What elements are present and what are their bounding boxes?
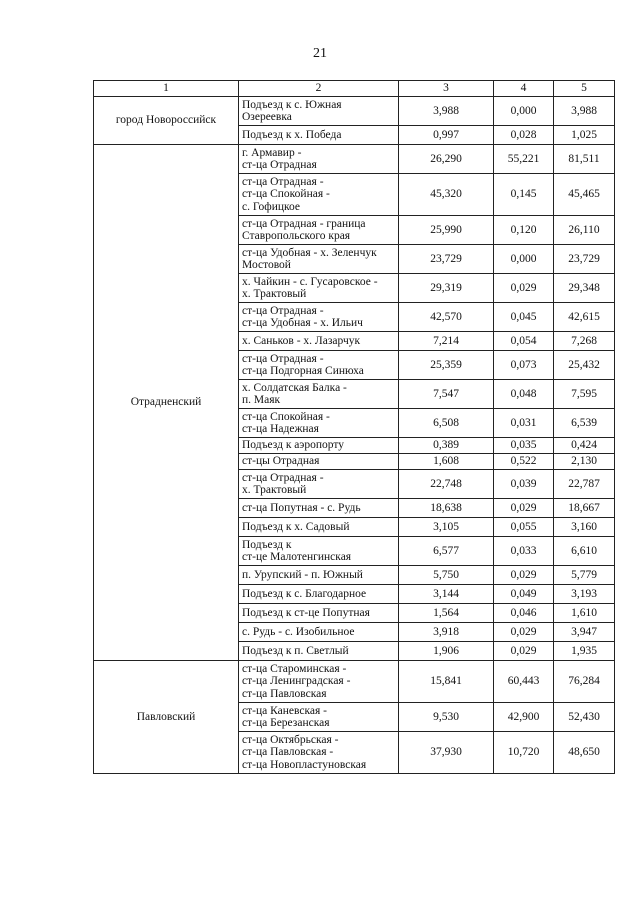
road-name-cell (239, 470, 399, 499)
road-name-line: Подъезд к х. Садовый (242, 520, 350, 533)
road-name-line: ст-ца Павловская - (242, 746, 334, 759)
road-name-cell (239, 351, 399, 380)
road-name-line: Подъезд к с. Благодарное (242, 587, 367, 600)
road-name-line: ст-цы Отрадная (242, 455, 320, 468)
value-c5-cell: 52,430 (554, 703, 615, 732)
road-name-line: Подъезд к п. Светлый (242, 644, 349, 657)
value-c5-cell: 6,610 (554, 537, 615, 566)
value-c4-cell: 0,029 (494, 642, 554, 661)
header-col-1: 1 (94, 81, 239, 97)
value-c5-cell: 7,268 (554, 332, 615, 351)
road-name-line: Подъезд к х. Победа (242, 128, 342, 141)
road-name-cell (239, 97, 399, 126)
value-c5-cell: 3,193 (554, 585, 615, 604)
road-name-cell (239, 409, 399, 438)
value-c5-cell: 3,988 (554, 97, 615, 126)
value-c3-cell: 1,906 (399, 642, 494, 661)
road-name-line: ст-ца Отрадная - (242, 471, 324, 484)
value-c3-cell: 0,389 (399, 438, 494, 454)
value-c5-cell: 6,539 (554, 409, 615, 438)
road-name-line: ст-ца Отрадная - (242, 352, 324, 365)
value-c5-cell: 22,787 (554, 470, 615, 499)
value-c3-cell: 26,290 (399, 145, 494, 174)
value-c4-cell: 0,035 (494, 438, 554, 454)
road-name-line: Озереевка (242, 111, 292, 123)
value-c4-cell: 0,054 (494, 332, 554, 351)
value-c3-cell: 45,320 (399, 174, 494, 216)
road-name-line: х. Солдатская Балка - (242, 381, 347, 394)
value-c3-cell: 9,530 (399, 703, 494, 732)
road-name-cell (239, 126, 399, 145)
road-name-line: х. Трактовый (242, 288, 307, 300)
road-name-line: х. Трактовый (242, 484, 307, 496)
value-c5-cell: 3,160 (554, 518, 615, 537)
road-name-cell (239, 332, 399, 351)
value-c5-cell: 2,130 (554, 454, 615, 470)
value-c3-cell: 25,359 (399, 351, 494, 380)
value-c4-cell: 0,045 (494, 303, 554, 332)
value-c3-cell: 3,918 (399, 623, 494, 642)
header-col-2: 2 (239, 81, 399, 97)
road-name-line: п. Маяк (242, 394, 281, 406)
value-c5-cell: 23,729 (554, 245, 615, 274)
roads-table (93, 80, 615, 774)
value-c5-cell: 42,615 (554, 303, 615, 332)
road-name-line: Подъезд к ст-це Попутная (242, 606, 370, 619)
value-c3-cell: 7,547 (399, 380, 494, 409)
value-c5-cell: 1,610 (554, 604, 615, 623)
value-c3-cell: 3,144 (399, 585, 494, 604)
road-name-line: ст-ца Попутная - с. Рудь (242, 501, 361, 514)
road-name-line: Ставропольского края (242, 230, 351, 242)
page-number: 21 (313, 46, 327, 61)
road-name-cell (239, 438, 399, 454)
value-c4-cell: 0,029 (494, 623, 554, 642)
road-name-cell (239, 245, 399, 274)
road-name-cell (239, 585, 399, 604)
value-c3-cell: 15,841 (399, 661, 494, 703)
road-name-line: ст-ца Надежная (242, 423, 319, 435)
road-name-line: ст-це Малотенгинская (242, 551, 352, 563)
value-c3-cell: 37,930 (399, 732, 494, 774)
road-name-cell (239, 537, 399, 566)
value-c4-cell: 0,031 (494, 409, 554, 438)
value-c4-cell: 10,720 (494, 732, 554, 774)
road-name-cell (239, 732, 399, 774)
value-c4-cell: 0,029 (494, 274, 554, 303)
value-c3-cell: 29,319 (399, 274, 494, 303)
road-name-line: ст-ца Отрадная - (242, 304, 324, 317)
value-c4-cell: 0,000 (494, 97, 554, 126)
value-c3-cell: 6,508 (399, 409, 494, 438)
value-c3-cell: 7,214 (399, 332, 494, 351)
road-name-line: ст-ца Удобная - х. Ильич (242, 317, 363, 329)
road-name-line: ст-ца Удобная - х. Зеленчук (242, 246, 377, 259)
road-name-line: Мостовой (242, 259, 291, 271)
header-row (94, 81, 615, 97)
header-col-5: 5 (554, 81, 615, 97)
road-name-cell (239, 703, 399, 732)
road-name-cell (239, 380, 399, 409)
value-c4-cell: 0,029 (494, 566, 554, 585)
value-c4-cell: 0,073 (494, 351, 554, 380)
value-c5-cell: 1,935 (554, 642, 615, 661)
value-c5-cell: 45,465 (554, 174, 615, 216)
district-cell: Отрадненский (94, 145, 239, 661)
value-c5-cell: 81,511 (554, 145, 615, 174)
table-body (94, 81, 615, 774)
road-name-cell (239, 216, 399, 245)
value-c5-cell: 5,779 (554, 566, 615, 585)
value-c3-cell: 3,988 (399, 97, 494, 126)
value-c4-cell: 0,046 (494, 604, 554, 623)
road-name-line: ст-ца Отрадная - граница (242, 217, 366, 230)
value-c4-cell: 0,028 (494, 126, 554, 145)
value-c5-cell: 18,667 (554, 499, 615, 518)
value-c5-cell: 26,110 (554, 216, 615, 245)
road-name-line: ст-ца Березанская (242, 717, 330, 729)
value-c3-cell: 6,577 (399, 537, 494, 566)
road-name-cell (239, 454, 399, 470)
value-c4-cell: 0,522 (494, 454, 554, 470)
value-c3-cell: 42,570 (399, 303, 494, 332)
value-c5-cell: 0,424 (554, 438, 615, 454)
value-c5-cell: 7,595 (554, 380, 615, 409)
road-name-cell (239, 174, 399, 216)
district-cell: Павловский (94, 661, 239, 774)
road-name-cell (239, 604, 399, 623)
value-c4-cell: 42,900 (494, 703, 554, 732)
road-name-line: ст-ца Отрадная - (242, 175, 324, 188)
road-name-line: ст-ца Отрадная (242, 159, 317, 171)
road-name-cell (239, 145, 399, 174)
road-name-line: ст-ца Павловская (242, 687, 327, 700)
value-c5-cell: 25,432 (554, 351, 615, 380)
road-name-line: г. Армавир - (242, 146, 302, 159)
value-c3-cell: 1,564 (399, 604, 494, 623)
road-name-line: ст-ца Октябрьская - (242, 733, 339, 746)
road-name-cell (239, 642, 399, 661)
road-name-line: ст-ца Подгорная Синюха (242, 365, 364, 377)
road-name-line: Подъезд к аэропорту (242, 439, 344, 452)
road-name-cell (239, 661, 399, 703)
value-c4-cell: 55,221 (494, 145, 554, 174)
road-name-line: с. Рудь - с. Изобильное (242, 625, 355, 638)
value-c4-cell: 0,033 (494, 537, 554, 566)
road-name-line: ст-ца Каневская - (242, 704, 327, 717)
road-name-cell (239, 623, 399, 642)
value-c5-cell: 3,947 (554, 623, 615, 642)
value-c3-cell: 23,729 (399, 245, 494, 274)
road-name-line: ст-ца Спокойная - (242, 410, 330, 423)
road-name-line: х. Саньков - х. Лазарчук (242, 334, 361, 347)
road-name-line: Подъезд к (242, 538, 292, 551)
value-c3-cell: 25,990 (399, 216, 494, 245)
road-name-line: с. Гофицкое (242, 200, 300, 213)
value-c4-cell: 0,145 (494, 174, 554, 216)
value-c4-cell: 0,055 (494, 518, 554, 537)
district-cell: город Новороссийск (94, 97, 239, 145)
value-c5-cell: 76,284 (554, 661, 615, 703)
value-c5-cell: 1,025 (554, 126, 615, 145)
value-c4-cell: 0,120 (494, 216, 554, 245)
road-name-line: п. Урупский - п. Южный (242, 568, 363, 581)
road-name-line: Подъезд к с. Южная (242, 98, 342, 111)
road-name-cell (239, 303, 399, 332)
value-c4-cell: 0,049 (494, 585, 554, 604)
road-name-line: ст-ца Спокойная - (242, 188, 330, 201)
table-row (94, 97, 615, 126)
road-name-cell (239, 274, 399, 303)
road-name-cell (239, 499, 399, 518)
value-c4-cell: 0,029 (494, 499, 554, 518)
road-name-cell (239, 518, 399, 537)
road-name-line: ст-ца Староминская - (242, 662, 347, 675)
value-c5-cell: 29,348 (554, 274, 615, 303)
road-name-line: х. Чайкин - с. Гусаровское - (242, 275, 378, 288)
road-name-cell (239, 566, 399, 585)
value-c4-cell: 0,000 (494, 245, 554, 274)
value-c3-cell: 1,608 (399, 454, 494, 470)
road-name-line: ст-ца Ленинградская - (242, 675, 351, 688)
value-c3-cell: 22,748 (399, 470, 494, 499)
header-col-4: 4 (494, 81, 554, 97)
value-c4-cell: 60,443 (494, 661, 554, 703)
value-c3-cell: 0,997 (399, 126, 494, 145)
value-c4-cell: 0,048 (494, 380, 554, 409)
value-c3-cell: 5,750 (399, 566, 494, 585)
value-c4-cell: 0,039 (494, 470, 554, 499)
road-name-line: ст-ца Новопластуновская (242, 758, 367, 771)
table-row (94, 661, 615, 703)
value-c3-cell: 3,105 (399, 518, 494, 537)
value-c5-cell: 48,650 (554, 732, 615, 774)
value-c3-cell: 18,638 (399, 499, 494, 518)
table-row (94, 145, 615, 174)
header-col-3: 3 (399, 81, 494, 97)
